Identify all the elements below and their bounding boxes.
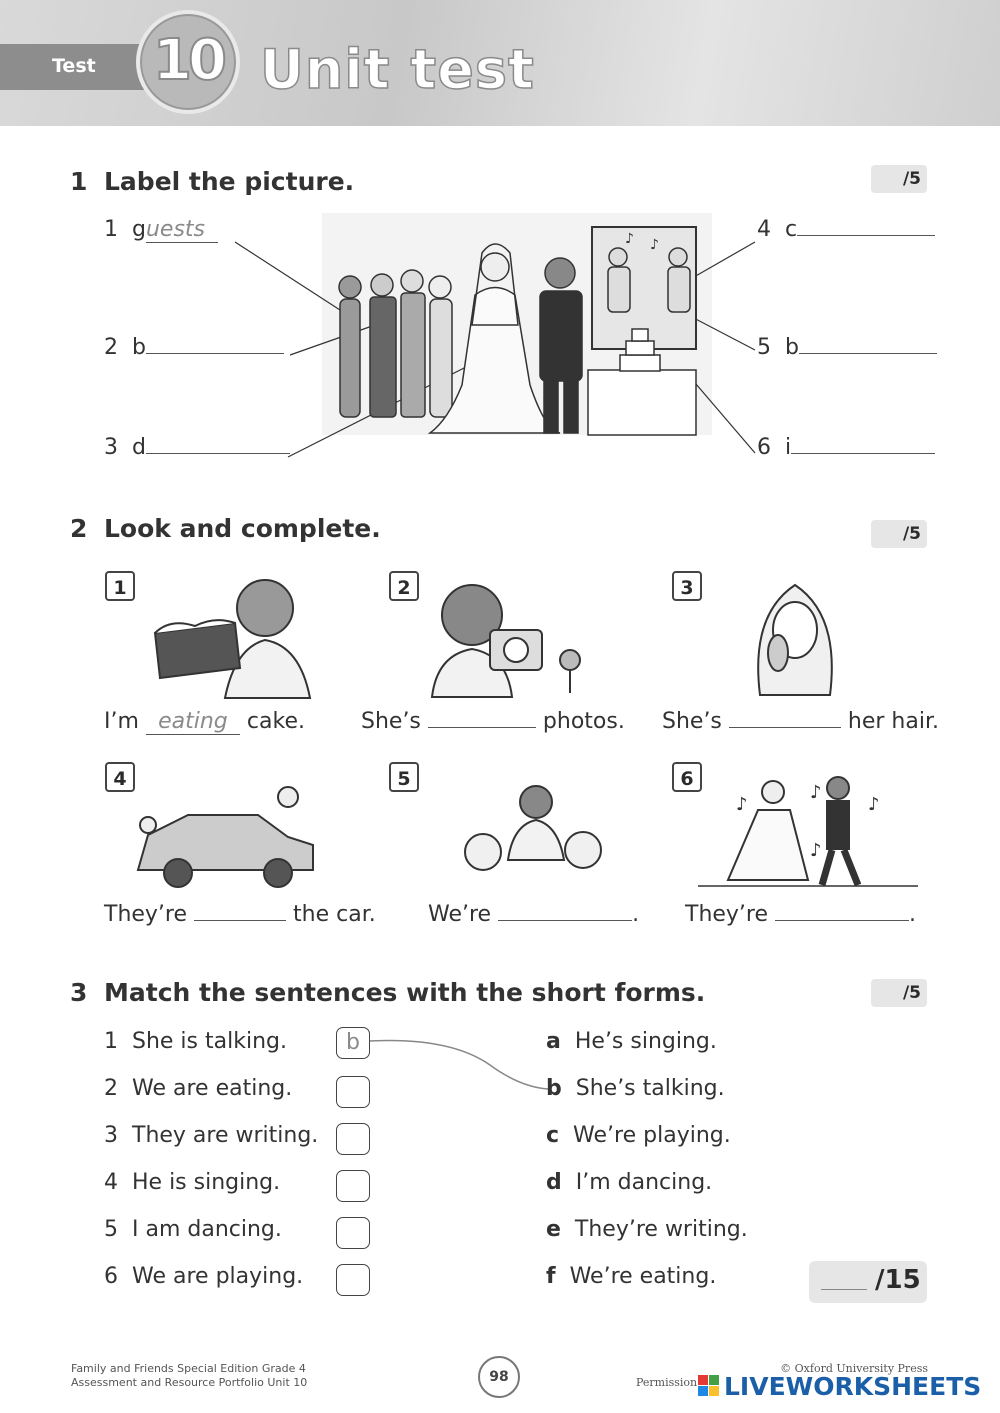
svg-text:♪: ♪	[625, 231, 634, 247]
label-item-5: 5 b	[757, 335, 937, 360]
wedding-illustration	[200, 205, 760, 465]
label-5-input[interactable]	[799, 335, 937, 354]
footer-book-info: Family and Friends Special Edition Grade 4 Assessment and Resource Portfolio Unit 10	[71, 1362, 308, 1389]
picture-taking-photos	[412, 575, 607, 700]
sentence-1: I’m eating cake.	[104, 709, 305, 734]
picture-washing-car	[128, 775, 333, 893]
sentence-1-input[interactable]: eating	[146, 709, 240, 735]
sentence-2: She’s photos.	[361, 709, 625, 734]
section2-title: 2 Look and complete.	[70, 514, 381, 543]
sentence-6-input[interactable]	[775, 902, 909, 921]
section1-title: 1 Label the picture.	[70, 167, 355, 196]
match-sentence-2: 2 We are eating.	[104, 1076, 293, 1101]
match-answer-6[interactable]	[336, 1264, 370, 1296]
svg-text:♪: ♪	[868, 794, 880, 815]
unit-number-badge	[136, 10, 240, 114]
sentence-4-input[interactable]	[194, 902, 286, 921]
sentence-2-input[interactable]	[428, 709, 536, 728]
match-answer-5[interactable]	[336, 1217, 370, 1249]
example-match-line	[370, 1035, 550, 1095]
test-tab	[0, 44, 150, 90]
match-sentence-1: 1 She is talking.	[104, 1029, 287, 1054]
footer-permission: Permission	[636, 1376, 698, 1389]
section3-title: 3 Match the sentences with the short forms.	[70, 978, 706, 1007]
sentence-3-input[interactable]	[729, 709, 841, 728]
section1-number: 1	[70, 167, 88, 196]
picture-number-5: 5	[389, 762, 419, 792]
match-answer-4[interactable]	[336, 1170, 370, 1202]
match-answer-3[interactable]	[336, 1123, 370, 1155]
label-item-2: 2 b	[104, 335, 284, 360]
total-score: /15	[875, 1265, 921, 1295]
sentence-3: She’s her hair.	[662, 709, 939, 734]
picture-number-3: 3	[672, 571, 702, 601]
section3-number: 3	[70, 978, 88, 1007]
short-form-b: b She’s talking.	[546, 1076, 725, 1101]
page-title: Unit test	[260, 38, 535, 101]
picture-talking	[458, 780, 618, 888]
match-sentence-4: 4 He is singing.	[104, 1170, 281, 1195]
label-1-input[interactable]: uests	[146, 217, 218, 243]
picture-dancing	[698, 770, 923, 892]
label-item-3: 3 d	[104, 435, 290, 460]
short-form-f: f We’re eating.	[546, 1264, 717, 1289]
unit-number: 10	[153, 28, 223, 93]
label-4-input[interactable]	[797, 217, 935, 236]
sentence-5-input[interactable]	[498, 902, 632, 921]
label-item-1: 1 guests	[104, 217, 218, 243]
short-form-a: a He’s singing.	[546, 1029, 717, 1054]
label-item-6: 6 i	[757, 435, 935, 460]
total-score-line	[821, 1289, 867, 1290]
liveworksheets-logo[interactable]: LIVEWORKSHEETS	[724, 1372, 982, 1401]
section2-score: /5	[871, 520, 927, 548]
section2-number: 2	[70, 514, 88, 543]
section1-score: /5	[871, 165, 927, 193]
short-form-d: d I’m dancing.	[546, 1170, 713, 1195]
liveworksheets-logo-icon	[698, 1375, 720, 1397]
svg-text:♪: ♪	[810, 782, 822, 803]
match-sentence-6: 6 We are playing.	[104, 1264, 304, 1289]
short-form-c: c We’re playing.	[546, 1123, 731, 1148]
match-sentence-3: 3 They are writing.	[104, 1123, 319, 1148]
sentence-4: They’re the car.	[104, 902, 376, 927]
match-sentence-5: 5 I am dancing.	[104, 1217, 282, 1242]
page-number: 98	[478, 1356, 520, 1398]
short-form-e: e They’re writing.	[546, 1217, 748, 1242]
picture-eating-cake	[140, 568, 325, 700]
svg-text:♪: ♪	[810, 840, 822, 861]
picture-number-2: 2	[389, 571, 419, 601]
svg-text:♪: ♪	[650, 237, 659, 253]
test-label: Test	[52, 55, 96, 77]
section3-score: /5	[871, 979, 927, 1007]
match-answer-2[interactable]	[336, 1076, 370, 1108]
picture-number-6: 6	[672, 762, 702, 792]
picture-number-4: 4	[105, 762, 135, 792]
sentence-6: They’re .	[685, 902, 917, 927]
svg-text:♪: ♪	[736, 794, 748, 815]
sentence-5: We’re .	[428, 902, 640, 927]
total-score-box	[809, 1261, 927, 1303]
label-6-input[interactable]	[791, 435, 935, 454]
picture-number-1: 1	[105, 571, 135, 601]
label-item-4: 4 c	[757, 217, 935, 242]
match-answer-1[interactable]: b	[336, 1027, 370, 1059]
footer-copyright: © Oxford University Press	[780, 1362, 928, 1375]
picture-brushing-hair	[740, 575, 850, 700]
